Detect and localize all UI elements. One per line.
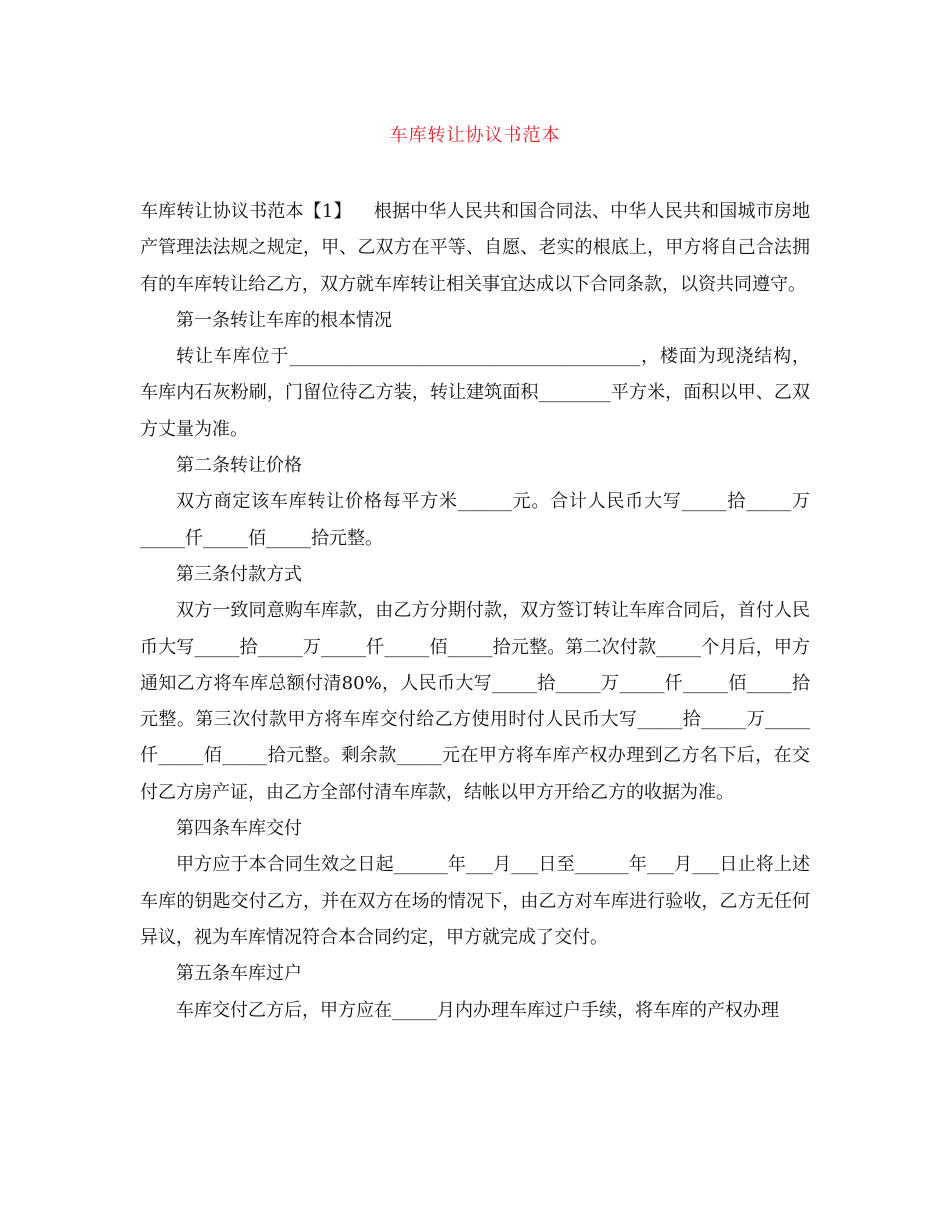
section-5-heading: 第五条车库过户	[176, 963, 302, 985]
intro-paragraph	[140, 194, 810, 303]
section-3-heading: 第三条付款方式	[176, 563, 302, 585]
document-body	[140, 194, 810, 1029]
section-3-text: 双方一致同意购车库款，由乙方分期付款，双方签订转让车库合同后，首付人民币大写_____拾_____万_____仟_____佰_____拾元整。第二次付款_____个月后，甲方通知乙方将车库总额付清80%，人民币大写_____拾_____万_____仟_____佰_____拾元整。第三次付款甲方将车库交付给乙方使用时付人民币大写_____拾_____万_____仟_____佰_____拾元整。剩余款_____元在甲方将车库产权办理到乙方名下后，在交付乙方房产证，由乙方全部付清车库款，结帐以甲方开给乙方的收据为准。	[140, 600, 810, 803]
intro-label: 车库转让协议书范本【1】	[140, 201, 352, 222]
section-4-text: 甲方应于本合同生效之日起______年___月___日至______年___月___日止将上述车库的钥匙交付乙方，并在双方在场的情况下，由乙方对车库进行验收，乙方无任何异议，视为车库情况符合本合同约定，甲方就完成了交付。	[140, 854, 810, 948]
section-2-text: 双方商定该车库转让价格每平方米______元。合计人民币大写_____拾_____万_____仟_____佰_____拾元整。	[140, 491, 810, 549]
document-title: 车库转让协议书范本	[389, 125, 561, 146]
section-5-text: 车库交付乙方后，甲方应在_____月内办理车库过户手续，将车库的产权办理	[176, 999, 779, 1021]
section-2-heading: 第二条转让价格	[176, 455, 302, 477]
section-1-text: 转让车库位于_______________________________________，楼面为现浇结构，车库内石灰粉刷，门留位待乙方装，转让建筑面积________平方米，面积以甲、乙双方丈量为准。	[140, 346, 810, 440]
section-4-heading: 第四条车库交付	[176, 818, 302, 840]
intro-text: 根据中华人民共和国合同法、中华人民共和国城市房地产管理法法规之规定，甲、乙双方在平等、自愿、老实的根底上，甲方将自己合法拥有的车库转让给乙方，双方就车库转让相关事宜达成以下合同条款，以资共同遵守。	[140, 201, 811, 295]
section-1-heading: 第一条转让车库的根本情况	[176, 309, 392, 331]
